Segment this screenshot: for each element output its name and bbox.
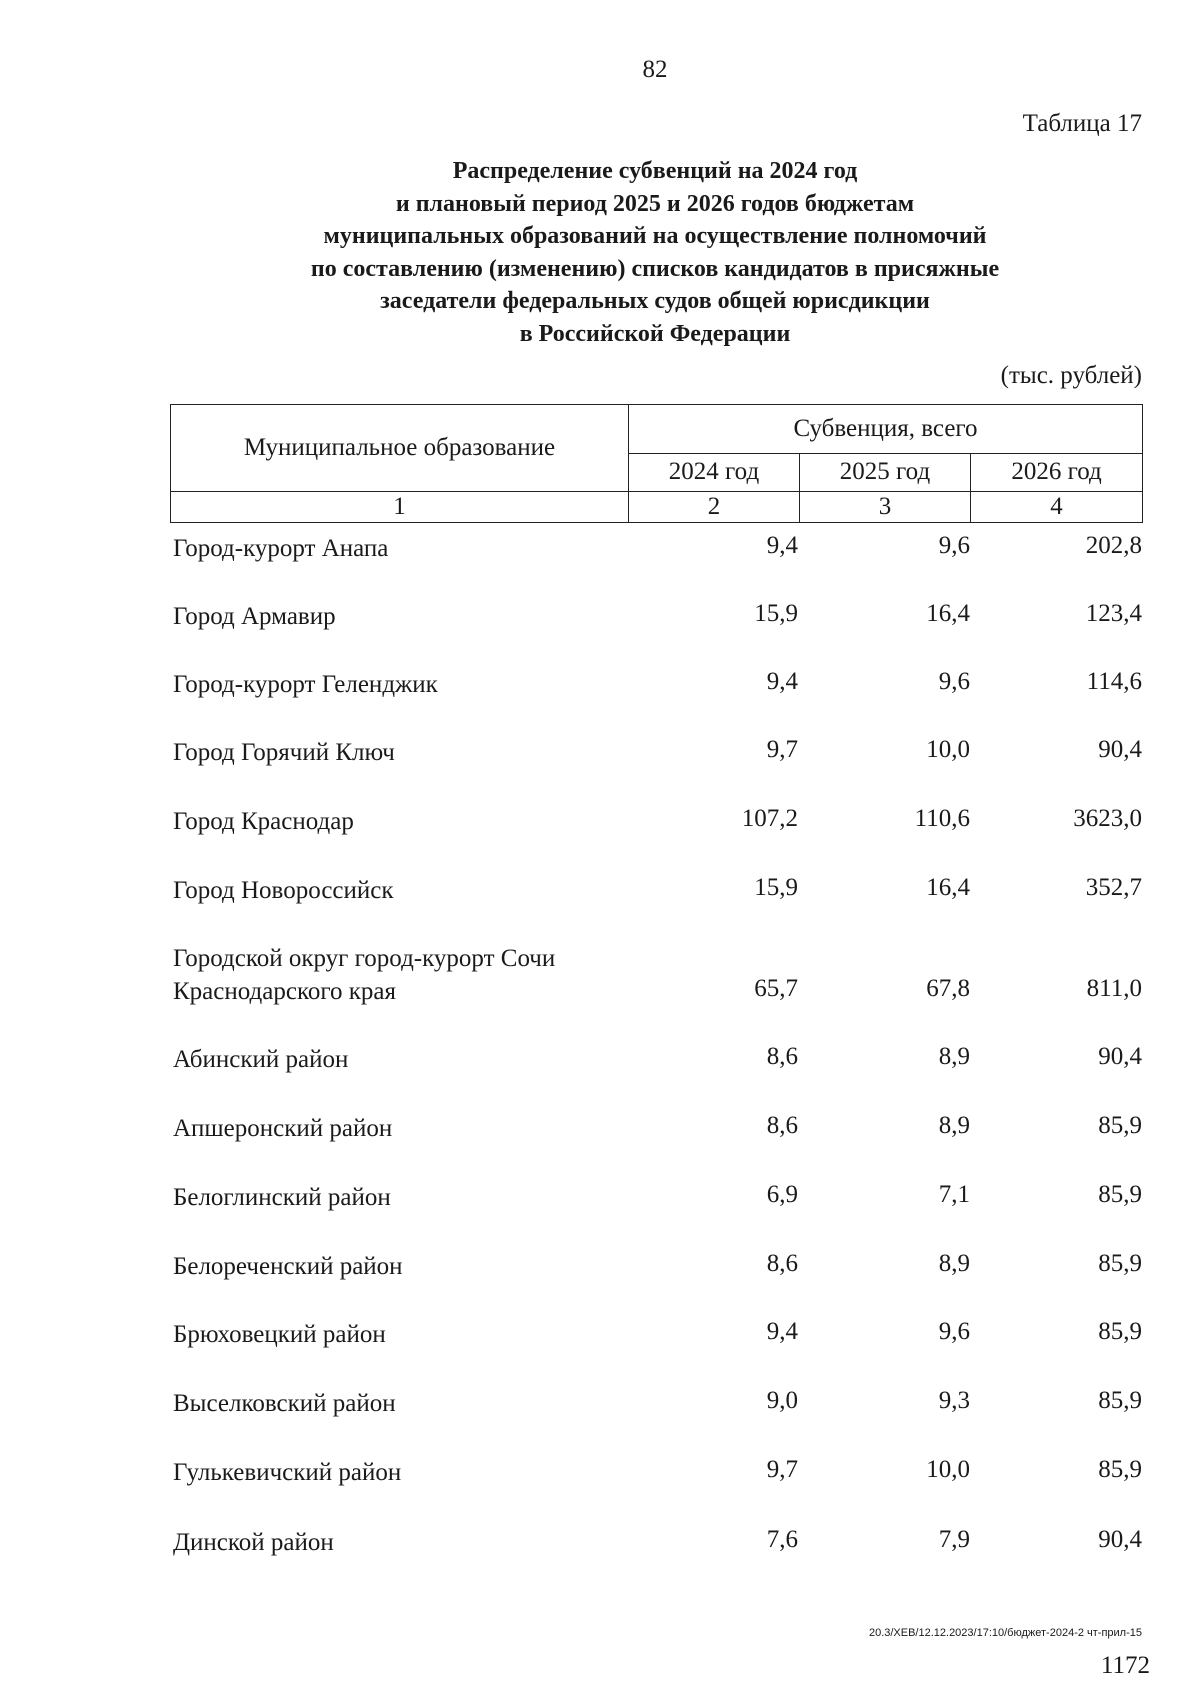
municipality-name — [173, 736, 643, 769]
value-2025: 8,9 — [938, 1043, 970, 1070]
value-2024: 9,7 — [766, 736, 798, 763]
municipality-name-line: Городской округ город-курорт Сочи — [173, 945, 556, 972]
value-2026: 90,4 — [1098, 1043, 1142, 1070]
value-2025: 9,6 — [938, 668, 970, 695]
value-2024: 15,9 — [754, 874, 798, 901]
municipality-name-line: Выселковский район — [173, 1390, 396, 1417]
value-2025: 9,6 — [938, 1318, 970, 1345]
municipality-name — [173, 668, 643, 701]
value-2024: 9,4 — [766, 668, 798, 695]
value-2026: 85,9 — [1098, 1250, 1142, 1277]
value-2025: 16,4 — [926, 600, 970, 627]
municipality-name-line: Город-курорт Анапа — [173, 535, 389, 562]
value-2025: 8,9 — [938, 1250, 970, 1277]
table-label: Таблица 17 — [1022, 110, 1142, 137]
header-year-2026: 2026 год — [971, 453, 1143, 491]
value-2024: 7,6 — [766, 1526, 798, 1553]
municipality-name-line: Город Горячий Ключ — [173, 739, 395, 766]
municipality-name-line: Брюховецкий район — [173, 1321, 386, 1348]
title-line: заседатели федеральных судов общей юрисдикции — [380, 288, 930, 314]
header-year-2025: 2025 год — [800, 453, 971, 491]
table-header — [170, 404, 1143, 523]
value-2024: 6,9 — [766, 1181, 798, 1208]
table-row — [0, 1112, 1200, 1152]
municipality-name — [173, 1526, 643, 1559]
municipality-name-line: Город-курорт Геленджик — [173, 671, 438, 698]
title-line: и плановый период 2025 и 2026 годов бюджетам — [395, 190, 915, 217]
table-row — [0, 1181, 1200, 1221]
value-2025: 7,9 — [938, 1526, 970, 1553]
header-year-2024: 2024 год — [629, 453, 800, 491]
value-2026: 85,9 — [1098, 1112, 1142, 1139]
municipality-name — [173, 805, 643, 838]
municipality-name — [173, 1043, 643, 1076]
value-2024: 15,9 — [754, 600, 798, 627]
municipality-name — [173, 1387, 643, 1420]
value-2026: 85,9 — [1098, 1318, 1142, 1345]
municipality-name-line: Гулькевичский район — [173, 1459, 402, 1486]
municipality-name-line: Динской район — [173, 1529, 334, 1556]
title-line: в Российской Федерации — [519, 320, 791, 347]
header-municipality: Муниципальное образование — [171, 405, 629, 492]
municipality-name-line: Абинский район — [173, 1046, 349, 1073]
value-2024: 65,7 — [754, 975, 798, 1002]
value-2025: 9,3 — [938, 1387, 970, 1414]
municipality-name — [173, 1456, 643, 1489]
municipality-name — [173, 1112, 643, 1145]
value-2026: 352,7 — [1085, 874, 1142, 901]
value-2026: 90,4 — [1098, 736, 1142, 763]
value-2025: 67,8 — [926, 975, 970, 1002]
document-title — [200, 155, 1110, 350]
title-line: по составлению (изменению) списков кандидатов в присяжные — [310, 255, 1000, 282]
municipality-name — [173, 1181, 643, 1214]
municipality-name — [173, 874, 643, 907]
value-2026: 90,4 — [1098, 1526, 1142, 1553]
title-line: Распределение субвенций на 2024 год — [452, 158, 858, 184]
sheet-number: 1172 — [1100, 1652, 1150, 1679]
table-row — [0, 600, 1200, 640]
municipality-name-line: Город Новороссийск — [173, 877, 394, 904]
table-row — [0, 1387, 1200, 1427]
value-2025: 110,6 — [914, 805, 970, 832]
municipality-name-line: Город Армавир — [173, 603, 336, 630]
table-row — [0, 1526, 1200, 1566]
value-2026: 85,9 — [1098, 1387, 1142, 1414]
value-2025: 10,0 — [926, 1456, 970, 1483]
municipality-name — [173, 1318, 643, 1351]
header-col-number: 4 — [971, 492, 1143, 523]
header-col-number: 2 — [629, 492, 800, 523]
municipality-name-line: Краснодарского края — [173, 978, 396, 1005]
table-row — [0, 736, 1200, 776]
value-2025: 7,1 — [938, 1181, 970, 1208]
value-2024: 8,6 — [766, 1250, 798, 1277]
title-line: муниципальных образований на осуществление полномочий — [323, 223, 987, 249]
table-row — [0, 945, 1200, 1015]
value-2026: 3623,0 — [1073, 805, 1142, 832]
municipality-name — [173, 942, 643, 1008]
table-row — [0, 532, 1200, 572]
table-row — [0, 1250, 1200, 1290]
header-subvention-total: Субвенция, всего — [629, 405, 1143, 454]
municipality-name — [173, 600, 643, 633]
value-2026: 123,4 — [1085, 600, 1142, 627]
footer-code: 20.3/ХЕВ/12.12.2023/17:10/бюджет-2024-2 чт-прил-15 — [868, 1627, 1142, 1639]
table-row — [0, 668, 1200, 708]
value-2026: 85,9 — [1098, 1456, 1142, 1483]
page-number: 82 — [642, 56, 668, 83]
value-2024: 8,6 — [766, 1043, 798, 1070]
table-row — [0, 874, 1200, 914]
units-label: (тыс. рублей) — [1000, 362, 1142, 389]
municipality-name-line: Город Краснодар — [173, 808, 354, 835]
table-row — [0, 1318, 1200, 1358]
value-2024: 9,4 — [766, 1318, 798, 1345]
value-2026: 114,6 — [1086, 668, 1142, 695]
municipality-name-line: Белоглинский район — [173, 1184, 391, 1211]
value-2024: 9,0 — [766, 1387, 798, 1414]
municipality-name — [173, 1250, 643, 1283]
header-col-number: 3 — [800, 492, 971, 523]
value-2024: 9,4 — [766, 532, 798, 559]
value-2025: 16,4 — [926, 874, 970, 901]
value-2026: 202,8 — [1085, 532, 1142, 559]
value-2025: 9,6 — [938, 532, 970, 559]
value-2024: 8,6 — [766, 1112, 798, 1139]
municipality-name — [173, 532, 643, 565]
table-row — [0, 805, 1200, 845]
municipality-name-line: Апшеронский район — [173, 1115, 393, 1142]
value-2025: 10,0 — [926, 736, 970, 763]
value-2024: 9,7 — [766, 1456, 798, 1483]
value-2026: 811,0 — [1086, 975, 1142, 1002]
table-row — [0, 1043, 1200, 1083]
value-2025: 8,9 — [938, 1112, 970, 1139]
header-col-number: 1 — [171, 492, 629, 523]
table-row — [0, 1456, 1200, 1496]
value-2026: 85,9 — [1098, 1181, 1142, 1208]
value-2024: 107,2 — [741, 805, 798, 832]
municipality-name-line: Белореченский район — [173, 1253, 403, 1280]
